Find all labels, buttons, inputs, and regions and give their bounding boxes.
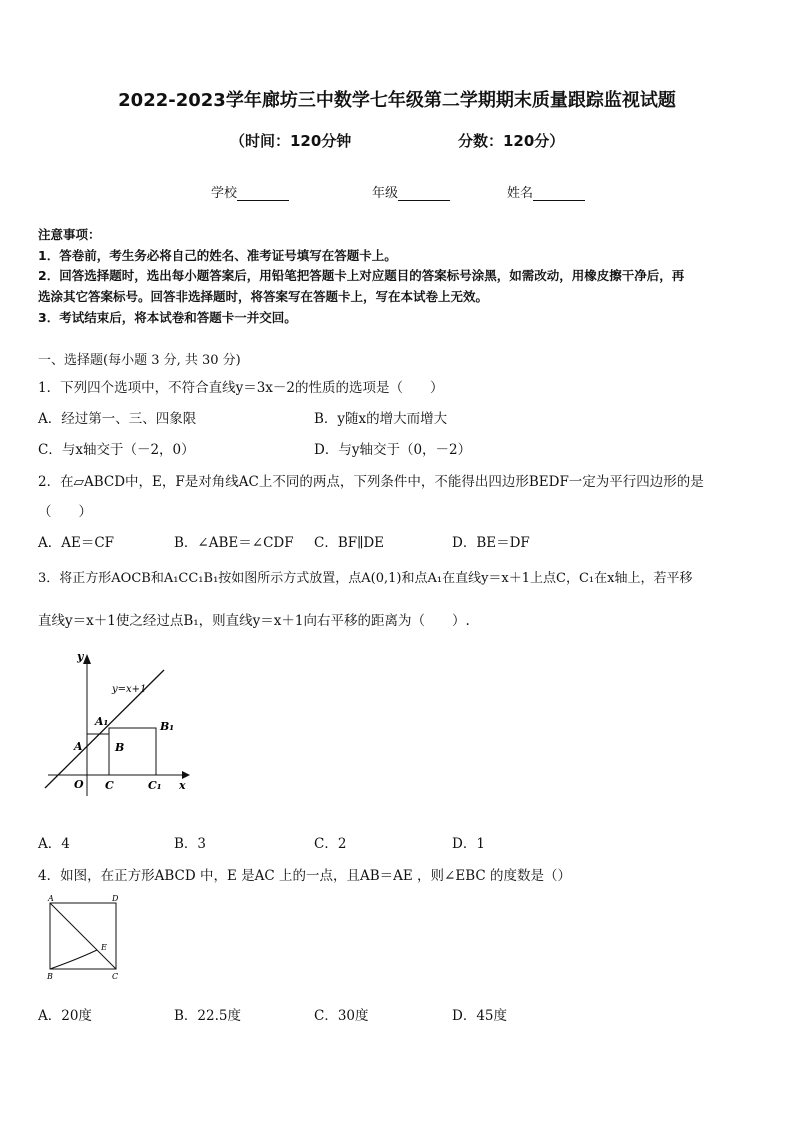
q2-option-c: C．BF∥DE bbox=[314, 535, 385, 551]
q3-option-d: D．1 bbox=[452, 836, 485, 852]
notice-item-3: 3．考试结束后，将本试卷和答题卡一并交回。 bbox=[38, 310, 297, 325]
point-b-label: B bbox=[115, 741, 125, 754]
q2-stem: 2．在▱ABCD中，E，F是对角线AC上不同的两点，下列条件中，不能得出四边形BEDF一定为平行四边形的是 bbox=[38, 474, 704, 490]
point-d-label: D bbox=[112, 894, 119, 903]
name-blank bbox=[533, 188, 585, 201]
point-a-label: A bbox=[48, 894, 54, 903]
q1-stem: 1．下列四个选项中，不符合直线y＝3x－2的性质的选项是（ ） bbox=[38, 380, 444, 396]
point-o-label: O bbox=[74, 778, 84, 791]
q3-option-b: B．3 bbox=[174, 836, 207, 852]
q4-option-a: A．20度 bbox=[38, 1008, 92, 1024]
line-label: y=x+1 bbox=[112, 684, 147, 695]
q1-option-b: B．y随x的增大而增大 bbox=[314, 411, 448, 427]
point-b-label: B bbox=[47, 972, 53, 981]
school-label: 学校 bbox=[211, 186, 238, 201]
page-title: 2022-2023学年廊坊三中数学七年级第二学期期末质量跟踪监视试题 bbox=[118, 90, 676, 111]
school-blank bbox=[237, 188, 289, 201]
y-axis-label: y bbox=[77, 650, 84, 663]
q4-figure bbox=[40, 893, 130, 985]
diagonal-ac bbox=[50, 903, 116, 969]
notice-heading: 注意事项： bbox=[38, 227, 101, 242]
q3-stem-cont: 直线y＝x＋1使之经过点B₁，则直线y＝x＋1向右平移的距离为（ ）. bbox=[38, 613, 470, 629]
q1-option-c: C．与x轴交于（－2，0） bbox=[38, 442, 195, 458]
school-field bbox=[211, 182, 289, 201]
grade-blank bbox=[398, 188, 450, 201]
point-e-label: E bbox=[101, 943, 107, 952]
notice-item-1: 1．答卷前，考生务必将自己的姓名、准考证号填写在答题卡上。 bbox=[38, 248, 397, 263]
point-c-label: C bbox=[105, 779, 114, 792]
grade-label: 年级 bbox=[372, 186, 399, 201]
q2-option-a: A．AE＝CF bbox=[38, 535, 115, 551]
q4-option-b: B．22.5度 bbox=[174, 1008, 241, 1024]
name-label: 姓名 bbox=[507, 186, 534, 201]
q1-option-a: A．经过第一、三、四象限 bbox=[38, 411, 197, 427]
q4-option-d: D．45度 bbox=[452, 1008, 508, 1024]
q2-option-d: D．BE＝DF bbox=[452, 535, 530, 551]
x-axis-arrow-icon bbox=[182, 771, 190, 779]
point-c1-label: C₁ bbox=[148, 779, 162, 792]
point-c-label: C bbox=[112, 972, 119, 981]
x-axis-label: x bbox=[179, 779, 186, 792]
notice-item-2: 2．回答选择题时，选出每小题答案后，用铅笔把答题卡上对应题目的答案标号涂黑，如需改动，用橡皮擦干净后，再 bbox=[38, 268, 685, 283]
time-label: （时间：120分钟 bbox=[230, 132, 352, 150]
q4-option-c: C．30度 bbox=[314, 1008, 369, 1024]
q1-option-d: D．与y轴交于（0，－2） bbox=[314, 442, 472, 458]
segment-be bbox=[50, 950, 97, 969]
score-label: 分数：120分） bbox=[458, 132, 565, 150]
square-aocb bbox=[87, 734, 109, 775]
q2-stem-cont: （ ） bbox=[38, 504, 92, 520]
y-axis-arrow-icon bbox=[83, 654, 91, 664]
q3-figure bbox=[40, 648, 200, 798]
point-a-label: A bbox=[74, 740, 83, 753]
section-heading: 一、选择题(每小题 3 分, 共 30 分) bbox=[38, 353, 241, 368]
grade-field bbox=[372, 182, 450, 201]
q3-option-a: A．4 bbox=[38, 836, 70, 852]
name-field bbox=[507, 182, 585, 201]
notice-item-2-cont: 选涂其它答案标号。回答非选择题时，将答案写在答题卡上，写在本试卷上无效。 bbox=[38, 289, 489, 304]
q4-stem: 4．如图，在正方形ABCD 中，E 是AC 上的一点，且AB＝AE ，则∠EBC 的度数是（） bbox=[38, 868, 571, 884]
q3-option-c: C．2 bbox=[314, 836, 347, 852]
q3-stem: 3．将正方形AOCB和A₁CC₁B₁按如图所示方式放置，点A(0,1)和点A₁在直线y＝x＋1上点C，C₁在x轴上，若平移 bbox=[38, 571, 693, 586]
point-b1-label: B₁ bbox=[160, 720, 175, 733]
q2-option-b: B．∠ABE＝∠CDF bbox=[174, 535, 294, 551]
point-a1-label: A₁ bbox=[95, 715, 109, 728]
